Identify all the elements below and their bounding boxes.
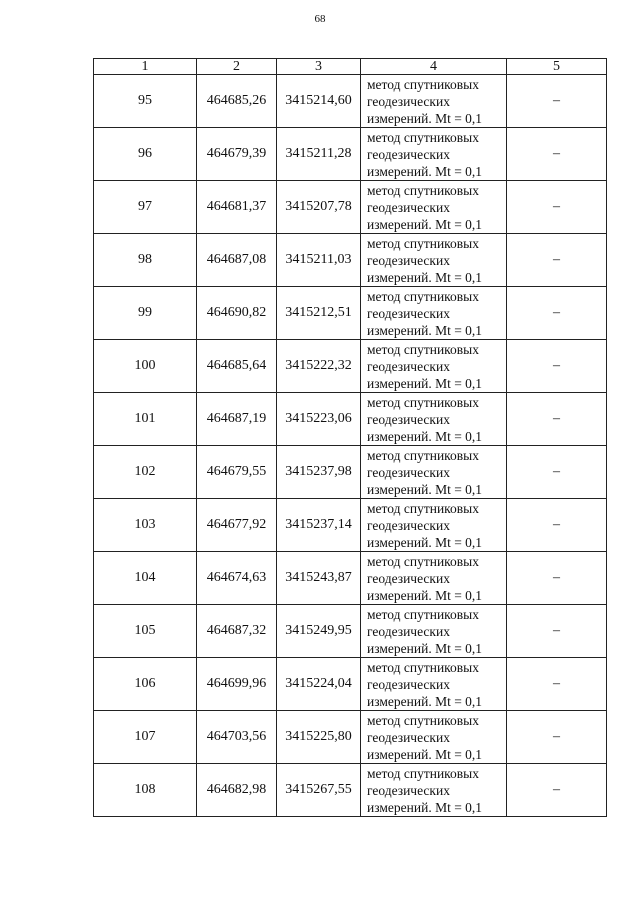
method-line: метод спутниковых <box>367 182 479 198</box>
x-coordinate-cell: 464687,32 <box>197 605 277 658</box>
y-coordinate-cell: 3415224,04 <box>277 658 361 711</box>
table-row <box>94 75 607 128</box>
x-coordinate-cell: 464687,19 <box>197 393 277 446</box>
method-line: измерений. Mt = 0,1 <box>367 481 483 497</box>
table-row <box>94 658 607 711</box>
point-number-cell: 107 <box>94 711 197 764</box>
method-line: метод спутниковых <box>367 606 479 622</box>
x-coordinate-cell: 464687,08 <box>197 234 277 287</box>
method-cell <box>361 181 507 234</box>
method-cell <box>361 75 507 128</box>
x-coordinate-cell: 464690,82 <box>197 287 277 340</box>
method-line: геодезических <box>367 146 450 162</box>
method-line: метод спутниковых <box>367 500 479 516</box>
y-coordinate-cell: 3415237,14 <box>277 499 361 552</box>
method-line: геодезических <box>367 729 450 745</box>
y-coordinate-cell: 3415222,32 <box>277 340 361 393</box>
x-coordinate-cell: 464681,37 <box>197 181 277 234</box>
method-line: измерений. Mt = 0,1 <box>367 640 483 656</box>
page-number: 68 <box>314 13 326 25</box>
method-cell <box>361 605 507 658</box>
point-number-cell: 98 <box>94 234 197 287</box>
y-coordinate-cell: 3415223,06 <box>277 393 361 446</box>
note-cell: – <box>507 128 607 181</box>
method-line: метод спутниковых <box>367 765 479 781</box>
method-line: измерений. Mt = 0,1 <box>367 799 483 815</box>
note-cell: – <box>507 393 607 446</box>
method-line: измерений. Mt = 0,1 <box>367 693 483 709</box>
y-coordinate-cell: 3415249,95 <box>277 605 361 658</box>
method-line: измерений. Mt = 0,1 <box>367 428 483 444</box>
method-line: геодезических <box>367 358 450 374</box>
table-row <box>94 234 607 287</box>
method-line: метод спутниковых <box>367 447 479 463</box>
y-coordinate-cell: 3415207,78 <box>277 181 361 234</box>
method-line: измерений. Mt = 0,1 <box>367 216 483 232</box>
y-coordinate-cell: 3415211,03 <box>277 234 361 287</box>
method-line: геодезических <box>367 93 450 109</box>
point-number-cell: 100 <box>94 340 197 393</box>
table-row <box>94 499 607 552</box>
method-line: измерений. Mt = 0,1 <box>367 269 483 285</box>
note-cell: – <box>507 605 607 658</box>
x-coordinate-cell: 464674,63 <box>197 552 277 605</box>
point-number-cell: 102 <box>94 446 197 499</box>
x-coordinate-cell: 464682,98 <box>197 764 277 817</box>
y-coordinate-cell: 3415211,28 <box>277 128 361 181</box>
table-row <box>94 128 607 181</box>
method-cell <box>361 764 507 817</box>
method-line: геодезических <box>367 252 450 268</box>
method-line: метод спутниковых <box>367 129 479 145</box>
method-line: метод спутниковых <box>367 288 479 304</box>
y-coordinate-cell: 3415225,80 <box>277 711 361 764</box>
method-line: измерений. Mt = 0,1 <box>367 587 483 603</box>
method-line: геодезических <box>367 199 450 215</box>
point-number-cell: 103 <box>94 499 197 552</box>
point-number-cell: 95 <box>94 75 197 128</box>
method-cell <box>361 393 507 446</box>
table-row <box>94 393 607 446</box>
point-number-cell: 99 <box>94 287 197 340</box>
point-number-cell: 104 <box>94 552 197 605</box>
x-coordinate-cell: 464685,26 <box>197 75 277 128</box>
y-coordinate-cell: 3415214,60 <box>277 75 361 128</box>
method-cell <box>361 287 507 340</box>
note-cell: – <box>507 287 607 340</box>
method-line: геодезических <box>367 305 450 321</box>
method-cell <box>361 234 507 287</box>
method-line: метод спутниковых <box>367 76 479 92</box>
coordinates-table <box>93 58 607 817</box>
table-row <box>94 340 607 393</box>
column-header: 2 <box>197 59 277 75</box>
note-cell: – <box>507 340 607 393</box>
note-cell: – <box>507 764 607 817</box>
x-coordinate-cell: 464703,56 <box>197 711 277 764</box>
note-cell: – <box>507 658 607 711</box>
method-line: метод спутниковых <box>367 659 479 675</box>
note-cell: – <box>507 499 607 552</box>
method-cell <box>361 128 507 181</box>
method-line: геодезических <box>367 623 450 639</box>
method-line: измерений. Mt = 0,1 <box>367 163 483 179</box>
method-line: геодезических <box>367 411 450 427</box>
method-line: геодезических <box>367 464 450 480</box>
note-cell: – <box>507 234 607 287</box>
method-line: геодезических <box>367 782 450 798</box>
method-line: геодезических <box>367 517 450 533</box>
note-cell: – <box>507 446 607 499</box>
note-cell: – <box>507 181 607 234</box>
x-coordinate-cell: 464685,64 <box>197 340 277 393</box>
point-number-cell: 101 <box>94 393 197 446</box>
note-cell: – <box>507 75 607 128</box>
method-line: метод спутниковых <box>367 712 479 728</box>
method-line: геодезических <box>367 570 450 586</box>
table-row <box>94 446 607 499</box>
x-coordinate-cell: 464679,55 <box>197 446 277 499</box>
point-number-cell: 105 <box>94 605 197 658</box>
table-row <box>94 181 607 234</box>
method-line: измерений. Mt = 0,1 <box>367 375 483 391</box>
point-number-cell: 97 <box>94 181 197 234</box>
method-line: измерений. Mt = 0,1 <box>367 534 483 550</box>
method-cell <box>361 711 507 764</box>
method-cell <box>361 658 507 711</box>
table-header-row <box>94 59 607 75</box>
method-line: геодезических <box>367 676 450 692</box>
method-line: метод спутниковых <box>367 553 479 569</box>
method-cell <box>361 446 507 499</box>
column-header: 3 <box>277 59 361 75</box>
column-header: 5 <box>507 59 607 75</box>
column-header: 1 <box>94 59 197 75</box>
point-number-cell: 96 <box>94 128 197 181</box>
method-line: метод спутниковых <box>367 394 479 410</box>
method-line: метод спутниковых <box>367 341 479 357</box>
x-coordinate-cell: 464679,39 <box>197 128 277 181</box>
column-header: 4 <box>361 59 507 75</box>
y-coordinate-cell: 3415237,98 <box>277 446 361 499</box>
table-row <box>94 764 607 817</box>
table-row <box>94 552 607 605</box>
table-row <box>94 711 607 764</box>
method-line: измерений. Mt = 0,1 <box>367 110 483 126</box>
note-cell: – <box>507 711 607 764</box>
method-line: измерений. Mt = 0,1 <box>367 746 483 762</box>
method-cell <box>361 499 507 552</box>
note-cell: – <box>507 552 607 605</box>
table-row <box>94 287 607 340</box>
x-coordinate-cell: 464699,96 <box>197 658 277 711</box>
point-number-cell: 106 <box>94 658 197 711</box>
y-coordinate-cell: 3415212,51 <box>277 287 361 340</box>
method-cell <box>361 340 507 393</box>
x-coordinate-cell: 464677,92 <box>197 499 277 552</box>
method-line: измерений. Mt = 0,1 <box>367 322 483 338</box>
y-coordinate-cell: 3415267,55 <box>277 764 361 817</box>
y-coordinate-cell: 3415243,87 <box>277 552 361 605</box>
method-line: метод спутниковых <box>367 235 479 251</box>
point-number-cell: 108 <box>94 764 197 817</box>
method-cell <box>361 552 507 605</box>
table-row <box>94 605 607 658</box>
